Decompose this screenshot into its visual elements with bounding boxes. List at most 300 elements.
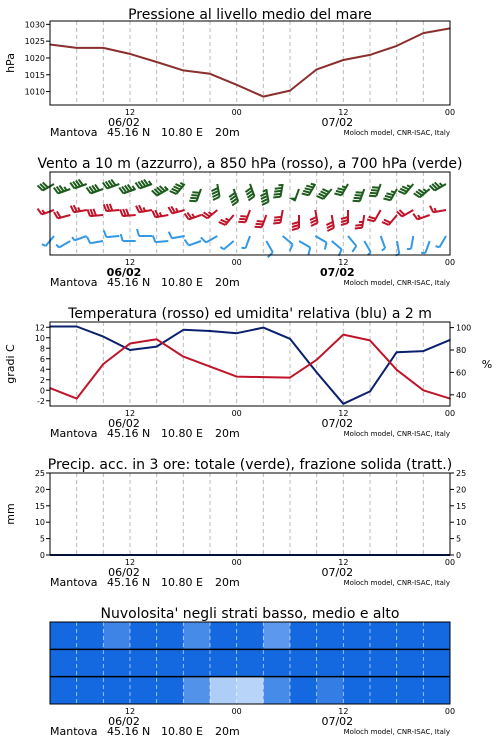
model-credit: Moloch model, CNR-ISAC, Italy	[343, 430, 450, 438]
humidity-tick-label: 80	[456, 346, 467, 355]
wind-barb	[436, 234, 446, 248]
time-tick-label: 00	[444, 558, 456, 567]
pressure-line-point	[103, 47, 105, 49]
barb-full	[87, 236, 90, 243]
wind-barb	[227, 189, 239, 205]
wind-barb	[421, 240, 430, 255]
barb-shaft	[389, 215, 397, 225]
date-label: 07/02	[321, 417, 354, 430]
cloud-cell	[130, 649, 157, 677]
cloud-cell	[343, 677, 370, 705]
barb-shaft	[299, 241, 310, 248]
wind-barb	[327, 241, 343, 256]
location-elev: 20m	[215, 126, 240, 139]
time-tick-label: 00	[231, 108, 242, 117]
barb-shaft	[440, 236, 447, 247]
wind-barb	[201, 205, 217, 220]
barb-full	[126, 209, 129, 216]
barb-full	[292, 225, 299, 227]
barb-shaft	[411, 236, 413, 249]
pressure-tick-label: 1030	[24, 20, 45, 30]
barb-full	[341, 217, 348, 219]
barb-full	[255, 225, 262, 229]
wind-barb	[278, 236, 294, 251]
wind-barb	[42, 233, 54, 246]
cloud-cell	[130, 677, 157, 705]
cloud-cell	[237, 677, 264, 705]
barb-half	[407, 184, 411, 187]
wind-barb	[302, 181, 316, 197]
precip-frame	[50, 473, 450, 555]
barb-shaft	[266, 241, 273, 252]
time-tick-label: 00	[444, 108, 456, 117]
pressure-tick-label: 1020	[24, 53, 45, 63]
cloud-cell	[317, 649, 344, 677]
temperature-line-point	[156, 339, 158, 341]
barb-half	[359, 221, 363, 223]
barb-full	[430, 205, 433, 212]
wind-barb	[71, 203, 87, 212]
barb-full	[307, 248, 312, 255]
temp-panel	[35, 322, 471, 406]
pressure-line-point	[316, 69, 318, 71]
barb-shaft	[425, 241, 429, 253]
cloud-cell	[77, 649, 104, 677]
wind-barb	[185, 208, 201, 220]
cloud-cell	[157, 649, 184, 677]
barb-full	[93, 209, 96, 216]
precip-tick-label: 25	[34, 469, 45, 478]
wind-barb	[38, 203, 54, 215]
location-name: Mantova	[50, 276, 98, 289]
cloud-cell	[103, 649, 130, 677]
cloud-cell	[397, 649, 424, 677]
temperature-line-point	[396, 369, 398, 371]
pressure-panel	[25, 20, 451, 105]
wind-barb	[219, 211, 234, 227]
barb-full	[153, 235, 156, 242]
wind-barb	[87, 234, 103, 243]
barb-full	[323, 243, 328, 250]
cloud-cell	[397, 677, 424, 705]
wind-barb	[241, 235, 250, 250]
wind-barb	[137, 229, 152, 236]
cloud-cell	[290, 622, 317, 650]
wind-barb	[121, 234, 136, 241]
precip-panel	[35, 469, 466, 560]
barb-full	[288, 244, 294, 251]
cloud-cell	[370, 649, 397, 677]
cloud-cell	[290, 649, 317, 677]
wind-panel	[38, 172, 450, 257]
barb-full	[238, 220, 245, 224]
barb-half	[220, 246, 223, 250]
pressure-tick-label: 1025	[24, 37, 45, 47]
cloud-cell	[50, 622, 77, 650]
wind-barb	[292, 215, 299, 230]
barb-shaft	[189, 241, 201, 245]
temp-tick-label: -2	[37, 396, 45, 406]
location-name: Mantova	[50, 725, 98, 738]
cloud-cell	[50, 649, 77, 677]
temperature-line-point	[343, 334, 345, 336]
barb-shaft	[332, 241, 342, 249]
time-tick-label: 00	[444, 707, 456, 716]
time-tick-label: 12	[338, 707, 349, 716]
cloud-cell	[317, 622, 344, 650]
wind-barb	[70, 177, 86, 189]
barb-shaft	[207, 210, 217, 218]
barb-half	[42, 243, 46, 246]
barb-full	[189, 199, 196, 203]
barb-full	[90, 209, 93, 216]
wind-barb	[210, 184, 219, 200]
barb-full	[121, 234, 123, 241]
cloud-cell	[210, 622, 237, 650]
wind-barb	[334, 181, 348, 197]
pressure-line-point	[396, 45, 398, 47]
temp-title: Temperatura (rosso) ed umidita' relativa (blu) a 2 m	[68, 306, 432, 322]
cloud-cell	[423, 677, 450, 705]
pressure-line-point	[129, 53, 131, 55]
cloud-cell	[263, 649, 290, 677]
cloud-cell	[263, 677, 290, 705]
location-name: Mantova	[50, 126, 98, 139]
precip-tick-label: 15	[34, 501, 45, 511]
barb-half	[72, 237, 74, 241]
cloud-cell	[103, 622, 130, 650]
wind-barb	[317, 185, 332, 201]
humidity-line-point	[183, 329, 185, 331]
location-lat: 45.16 N	[107, 276, 151, 289]
humidity-line-point	[236, 332, 238, 334]
barb-full	[353, 199, 360, 203]
precip-tick-label: 5	[39, 534, 45, 544]
barb-full	[169, 231, 172, 238]
precip-tick-label-right: 5	[456, 534, 462, 544]
wind-barb	[104, 229, 120, 237]
time-tick-label: 12	[124, 108, 136, 117]
wind-barb	[38, 178, 54, 192]
wind-barb	[153, 234, 169, 242]
time-tick-label: 00	[444, 258, 456, 267]
cloud-cell	[370, 677, 397, 705]
wind-barb	[168, 203, 184, 214]
location-elev: 20m	[215, 276, 240, 289]
humidity-line-point	[129, 349, 131, 351]
wind-barb	[308, 210, 317, 226]
cloud-cell	[263, 622, 290, 650]
temperature-line-point	[316, 359, 318, 361]
barb-shaft	[283, 236, 293, 244]
barb-full	[104, 204, 107, 211]
barb-half	[421, 252, 425, 254]
cloud-cell	[50, 677, 77, 705]
time-tick-label: 00	[231, 409, 242, 418]
date-label: 07/02	[320, 266, 355, 279]
temp-ylabel: gradi C	[4, 344, 17, 384]
cloud-cell	[183, 622, 210, 650]
temp-frame	[50, 322, 450, 406]
barb-shaft	[172, 236, 185, 238]
temp-tick-label: 2	[39, 375, 45, 385]
wind-barb	[273, 209, 282, 225]
cloud-cell	[183, 677, 210, 705]
wind-barb	[430, 203, 446, 212]
barb-shaft	[246, 236, 250, 248]
temperature-line-point	[183, 356, 185, 358]
wind-barb	[382, 211, 397, 227]
humidity-tick-label: 100	[456, 323, 472, 333]
cloud-cell	[343, 622, 370, 650]
barb-full	[104, 230, 107, 237]
time-tick-label: 12	[124, 707, 136, 716]
barb-half	[407, 248, 411, 250]
time-tick-label: 00	[231, 558, 242, 567]
wind-barb	[170, 180, 185, 196]
time-tick-label: 00	[444, 409, 456, 418]
barb-full	[341, 220, 348, 222]
barb-half	[165, 186, 168, 190]
wind-barb	[104, 203, 120, 211]
precip-tick-label: 0	[39, 551, 45, 560]
wind-barb	[169, 229, 185, 238]
wind-barb	[54, 182, 70, 194]
barb-full	[341, 223, 348, 225]
pressure-line-point	[369, 54, 371, 56]
barb-half	[225, 218, 229, 221]
precip-title: Precip. acc. in 3 ore: totale (verde), frazione solida (tratt.)	[47, 457, 453, 473]
wind-barb	[238, 208, 250, 224]
date-label: 06/02	[108, 715, 140, 728]
location-name: Mantova	[50, 427, 98, 440]
cloud-cell	[210, 677, 237, 705]
wind-barb	[152, 208, 168, 217]
pressure-line-point	[183, 70, 185, 72]
wind-barb	[369, 182, 381, 198]
time-tick-label: 12	[338, 258, 349, 267]
wind-barb	[259, 189, 268, 205]
barb-full	[292, 222, 299, 224]
humidity-line-point	[316, 372, 318, 374]
cloud-cell	[290, 677, 317, 705]
barb-full	[87, 209, 90, 216]
humidity-line-point	[396, 351, 398, 353]
barb-shaft	[206, 236, 217, 243]
time-tick-label: 00	[231, 258, 242, 267]
temp-tick-label: 12	[34, 323, 45, 333]
location-elev: 20m	[215, 427, 240, 440]
time-tick-label: 12	[338, 558, 349, 567]
wind-barb	[325, 215, 334, 231]
location-elev: 20m	[215, 725, 240, 738]
humidity-line-point	[263, 327, 265, 329]
barb-half	[278, 184, 282, 186]
wind-barb	[398, 180, 413, 196]
location-lat: 45.16 N	[107, 725, 151, 738]
barb-shaft	[381, 236, 385, 248]
wind-barb	[72, 232, 87, 241]
time-tick-label: 00	[231, 707, 242, 716]
barb-pennant	[288, 195, 296, 201]
wind-barb	[87, 208, 103, 216]
wind-barb	[430, 178, 446, 192]
pressure-line-point	[156, 61, 158, 63]
precip-tick-label: 10	[34, 518, 45, 528]
humidity-line-point	[103, 336, 105, 338]
pressure-tick-label: 1015	[24, 70, 45, 80]
temperature-line-point	[423, 390, 425, 392]
barb-half	[311, 183, 315, 186]
cloud-cell	[210, 649, 237, 677]
barb-half	[381, 248, 385, 250]
wind-barb	[407, 235, 413, 249]
barb-shaft	[106, 236, 119, 237]
wind-barb	[413, 208, 429, 220]
wind-barb	[355, 214, 364, 230]
barb-full	[120, 209, 123, 216]
wind-barb	[201, 230, 217, 244]
cloud-cell	[423, 622, 450, 650]
wind-barb	[185, 234, 201, 246]
cloud-cell	[370, 622, 397, 650]
wind-barb	[377, 236, 386, 251]
barb-full	[123, 209, 126, 216]
cloud-title: Nuvolosita' negli strati basso, medio e alto	[100, 606, 400, 622]
temperature-line-point	[369, 340, 371, 342]
temperature-line-point	[263, 376, 265, 378]
precip-ylabel: mm	[4, 503, 17, 525]
humidity-line-point	[209, 330, 211, 332]
location-lat: 45.16 N	[107, 126, 151, 139]
wind-barb	[103, 177, 119, 189]
precip-tick-label: 20	[34, 485, 45, 495]
time-tick-label: 12	[338, 409, 349, 418]
cloud-cell	[237, 649, 264, 677]
pressure-line-point	[209, 73, 211, 75]
cloud-cell	[237, 622, 264, 650]
barb-shaft	[155, 241, 168, 242]
temperature-line-point	[76, 398, 78, 400]
wind-title: Vento a 10 m (azzurro), a 850 hPa (rosso), a 700 hPa (verde)	[37, 156, 463, 172]
location-lon: 10.80 E	[161, 725, 203, 738]
cloud-cell	[423, 649, 450, 677]
time-tick-label: 12	[124, 409, 136, 418]
wind-barb	[243, 184, 255, 200]
humidity-line	[50, 327, 450, 404]
pressure-title: Pressione al livello medio del mare	[128, 7, 372, 23]
temp-tick-label: 8	[39, 344, 45, 354]
time-tick-label: 12	[124, 258, 136, 267]
pressure-frame	[50, 21, 450, 105]
date-label: 06/02	[106, 266, 142, 279]
location-lat: 45.16 N	[107, 576, 151, 589]
cloud-cell	[343, 649, 370, 677]
wind-barb	[119, 182, 135, 194]
barb-half	[391, 190, 395, 193]
wind-barb	[120, 208, 136, 216]
wind-barb	[367, 207, 381, 223]
barb-full	[292, 228, 299, 230]
wind-barb	[414, 184, 430, 199]
wind-barb	[397, 204, 413, 218]
pressure-line	[50, 28, 450, 96]
humidity-line-point	[369, 391, 371, 393]
cloud-cell	[77, 622, 104, 650]
precip-tick-label-right: 20	[456, 485, 467, 495]
barb-full	[38, 208, 42, 215]
model-credit: Moloch model, CNR-ISAC, Italy	[343, 129, 450, 137]
wind-barb	[87, 182, 103, 194]
temperature-line-point	[236, 376, 238, 378]
cloud-cell	[157, 622, 184, 650]
barb-half	[241, 247, 245, 249]
cloud-cell	[397, 622, 424, 650]
barb-half	[440, 183, 443, 187]
barb-shaft	[224, 241, 234, 249]
wind-barb	[343, 236, 358, 252]
barb-half	[342, 185, 346, 188]
barb-shaft	[397, 241, 399, 254]
barb-full	[355, 227, 362, 230]
temperature-line-point	[289, 377, 291, 379]
barb-half	[436, 245, 440, 248]
barb-full	[137, 229, 139, 236]
barb-half	[423, 189, 426, 193]
humidity-tick-label: 40	[456, 390, 467, 400]
humidity-line-point	[289, 338, 291, 340]
wind-barb	[255, 213, 267, 229]
barb-shaft	[315, 236, 326, 243]
cloud-panel	[50, 622, 451, 704]
time-tick-label: 12	[124, 558, 136, 567]
date-label: 06/02	[108, 417, 140, 430]
temperature-line-point	[129, 343, 131, 345]
cloud-cell	[183, 649, 210, 677]
date-label: 06/02	[108, 116, 140, 129]
cloud-cell	[103, 677, 130, 705]
humidity-line-point	[343, 403, 345, 405]
barb-shaft	[90, 241, 103, 243]
wind-barb	[56, 238, 70, 248]
wind-barb	[136, 203, 152, 212]
wind-barb	[152, 183, 168, 197]
barb-full	[273, 222, 280, 225]
pressure-tick-label: 1010	[24, 87, 45, 97]
date-label: 07/02	[321, 715, 354, 728]
temp-tick-label: 10	[34, 333, 45, 343]
humidity-ylabel: %	[481, 358, 493, 371]
barb-shaft	[59, 241, 70, 248]
time-tick-label: 12	[338, 108, 349, 117]
humidity-line-point	[423, 350, 425, 352]
model-credit: Moloch model, CNR-ISAC, Italy	[343, 579, 450, 587]
wind-barb	[312, 236, 328, 250]
model-credit: Moloch model, CNR-ISAC, Italy	[343, 728, 450, 736]
pressure-ylabel: hPa	[4, 53, 17, 73]
wind-barb	[341, 210, 348, 225]
pressure-line-point	[236, 84, 238, 86]
precip-tick-label-right: 0	[456, 551, 462, 560]
wind-barb	[189, 187, 201, 203]
wind-barb	[136, 177, 152, 189]
pressure-line-point	[76, 47, 78, 49]
precip-tick-label-right: 25	[456, 469, 467, 478]
barb-full	[351, 246, 358, 252]
barb-full	[413, 213, 417, 220]
barb-shaft	[374, 210, 381, 221]
temp-tick-label: 0	[39, 386, 45, 396]
